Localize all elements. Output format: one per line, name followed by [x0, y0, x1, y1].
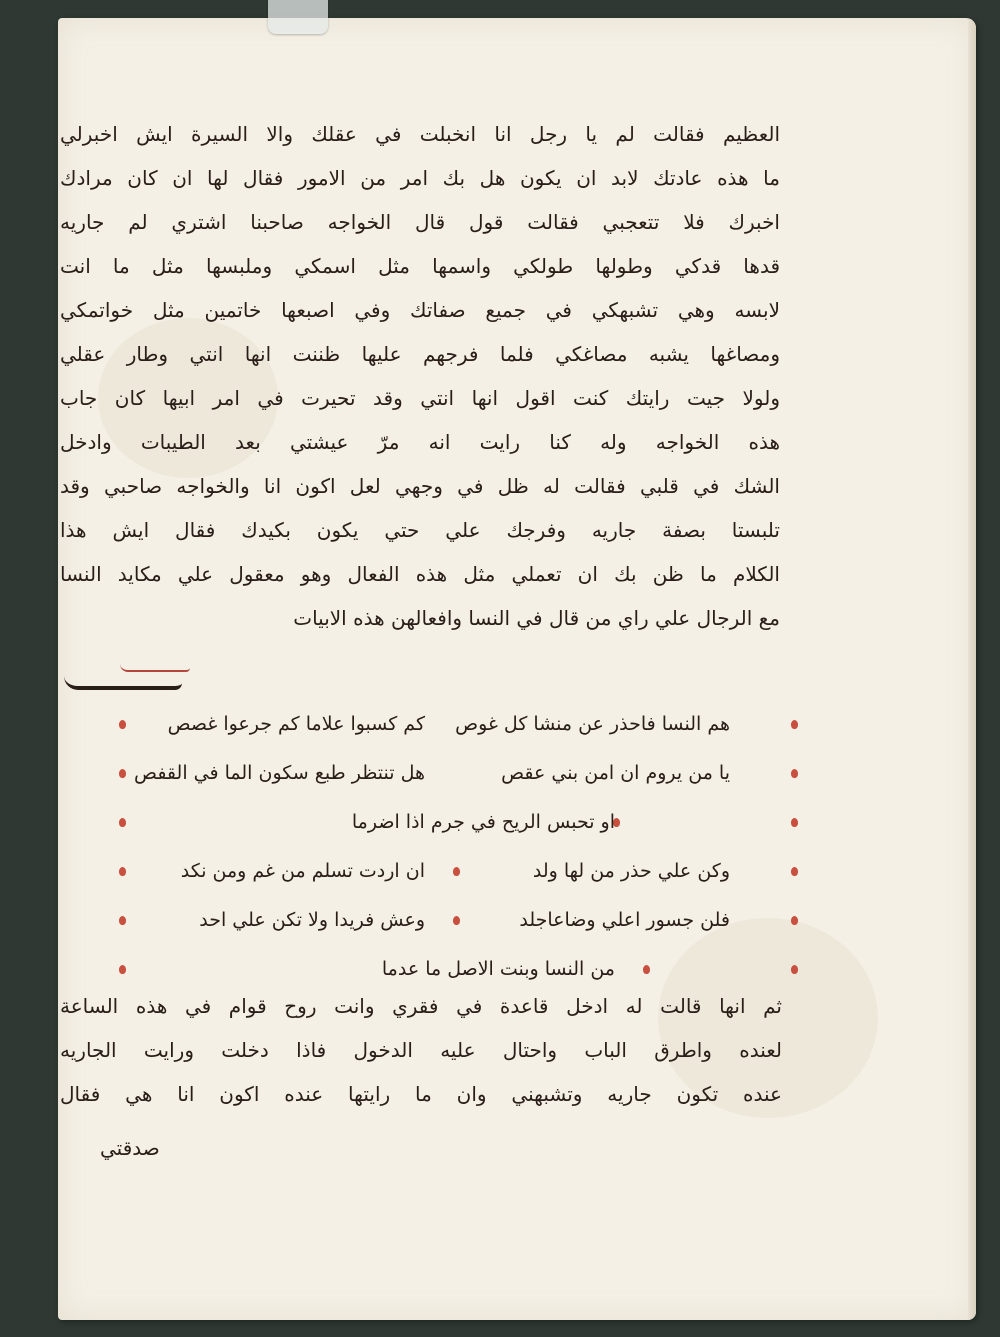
text-line: العظيم فقالت لم يا رجل انا انخبلت في عقلك والا السيرة ايش اخبرلي: [60, 122, 780, 146]
text-line: ثم انها قالت له ادخل قاعدة في فقري وانت روح قوام في هذه الساعة: [60, 994, 782, 1018]
verse-dot: [791, 818, 798, 827]
verse-dot: [791, 769, 798, 778]
verse-second-hemistich: وعش فريدا ولا تكن علي احد: [199, 909, 425, 931]
rubric-flourish: [120, 664, 190, 672]
text-line: ولولا جيت رايتك كنت اقول انها انتي وقد تحيرت في امر ابيها كان جاب: [60, 386, 780, 410]
verse-first-hemistich: يا من يروم ان امن بني عقص: [501, 762, 730, 784]
verse-dot: [791, 867, 798, 876]
verse-first-hemistich: او تحبس الريح في جرم اذا اضرما: [351, 811, 615, 833]
page-edge: [968, 18, 976, 1320]
verse-dot: [453, 867, 460, 876]
text-line: لعنده واطرق الباب واحتال عليه الدخول فاذا دخلت ورايت الجاريه: [60, 1038, 782, 1062]
verse-dot: [119, 818, 126, 827]
verse-line: [60, 749, 820, 798]
text-line: هذه الخواجه وله كنا رايت انه مرّ عيشتي بعد الطيبات وادخل: [60, 430, 780, 454]
text-line: تلبستا بصفة جاريه وفرجك علي حتي يكون بكيدك فقال ايش هذا: [60, 518, 780, 542]
verse-first-hemistich: وكن علي حذر من لها ولد: [532, 860, 730, 882]
verse-first-hemistich: فلن جسور اعلي وضاعاجلد: [519, 909, 730, 931]
verse-line: [60, 896, 820, 945]
text-line: اخبرك فلا تتعجبي فقالت قول قال الخواجه صاحبنا اشتري لم جاريه: [60, 210, 780, 234]
verse-first-hemistich: هم النسا فاحذر عن منشا كل غوص: [455, 713, 730, 735]
verse-dot: [119, 916, 126, 925]
verse-dot: [791, 916, 798, 925]
text-line: عنده تكون جاريه وتشبهني وان ما رايتها عنده اكون انا هي فقال: [60, 1082, 782, 1106]
verse-dot: [643, 965, 650, 974]
verse-line: [60, 798, 820, 847]
verse-dot: [791, 965, 798, 974]
verse-dot: [119, 720, 126, 729]
text-line: قدها قدكي وطولها طولكي واسمها مثل اسمكي وملبسها مثل ما انت: [60, 254, 780, 278]
catchword: صدقتي: [100, 1136, 160, 1160]
verse-line: [60, 700, 820, 749]
verse-second-hemistich: كم كسبوا علاما كم جرعوا غصص: [167, 713, 425, 735]
poem-verses: [60, 700, 820, 994]
text-line: ومصاغها يشبه مصاغكي فلما فرجهم عليها ظننت انها انتي وطار عقلي: [60, 342, 780, 366]
verse-dot: [119, 769, 126, 778]
text-line: مع الرجال علي راي من قال في النسا وافعالهن هذه الابيات: [293, 606, 780, 630]
verse-line: [60, 847, 820, 896]
tape-strip: [268, 0, 328, 34]
line-filler-flourish: [64, 676, 182, 690]
verse-dot: [791, 720, 798, 729]
prose-text-lower: [60, 984, 782, 1116]
prose-text: [60, 112, 780, 640]
text-line: ما هذه عادتك لابد ان يكون هل بك امر من الامور فقال لها ان كان مرادك: [60, 166, 780, 190]
verse-dot: [453, 916, 460, 925]
verse-first-hemistich: من النسا وبنت الاصل ما عدما: [381, 958, 615, 980]
verse-dot: [119, 965, 126, 974]
text-line: الكلام ما ظن بك ان تعملي مثل هذه الفعال وهو معقول علي مكايد النسا: [60, 562, 780, 586]
text-line: لابسه وهي تشبهكي في جميع صفاتك وفي اصبعها خاتمين مثل خواتمكي: [60, 298, 780, 322]
verse-dot: [119, 867, 126, 876]
verse-second-hemistich: ان اردت تسلم من غم ومن نكد: [180, 860, 425, 882]
text-line: الشك في قلبي فقالت له ظل في وجهي لعل اكون انا والخواجه صاحبي وقد: [60, 474, 780, 498]
verse-second-hemistich: هل تنتظر طبع سكون الما في القفص: [134, 762, 425, 784]
